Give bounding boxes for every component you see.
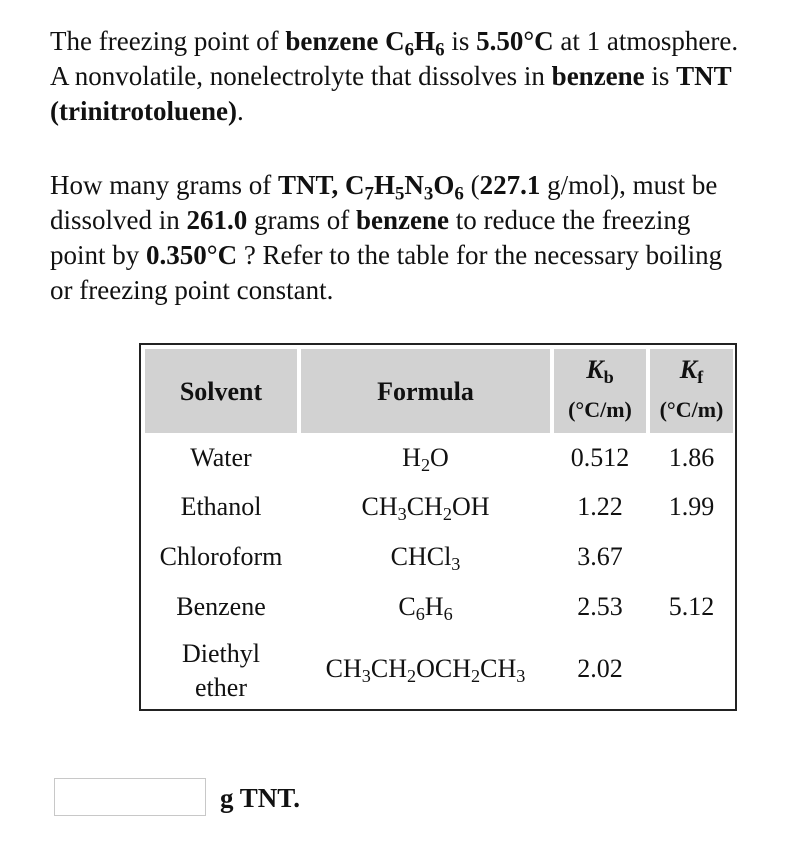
table-cell-kb: 2.53 xyxy=(577,592,623,621)
table-cell-formula: $CH_3CH_2OCH_2CH_3$ xyxy=(325,654,526,687)
constants-table xyxy=(139,343,737,711)
table-cell-kf: 5.12 xyxy=(668,592,715,621)
table-cell-solvent: Diethyl ether xyxy=(182,639,260,702)
text-run: . xyxy=(236,96,244,126)
answer-unit-label: g TNT. xyxy=(220,783,301,813)
header-kf-cell xyxy=(650,349,733,433)
text-run: ? Refer to the table for the necessary boiling or freezing point constant. xyxy=(50,240,723,305)
bold-run: 227.1 xyxy=(479,170,541,200)
table-cell-kf: 1.99 xyxy=(668,492,715,521)
text-run: grams of xyxy=(247,205,356,235)
bold-run: 0.350°C xyxy=(146,240,238,270)
table-cell-solvent: Benzene xyxy=(176,592,266,621)
header-kf: $K_f$ xyxy=(679,355,704,388)
header-kb-unit: (°C/m) xyxy=(568,397,632,422)
table-cell-kf: 1.86 xyxy=(668,443,715,472)
text-run: is xyxy=(644,61,677,91)
header-kb: $K_b$ xyxy=(586,355,614,388)
table-cell-solvent: Water xyxy=(190,443,252,472)
bold-run: 261.0 xyxy=(186,205,248,235)
header-formula: Formula xyxy=(377,377,474,406)
header-formula-cell xyxy=(301,349,550,433)
table-cell-solvent: Ethanol xyxy=(180,492,262,521)
header-kb-cell xyxy=(554,349,646,433)
header-kf-unit: (°C/m) xyxy=(659,397,724,422)
header-solvent-cell xyxy=(145,349,297,433)
bold-run: TNT (trinitrotoluene) xyxy=(50,61,732,126)
table-cell-solvent: Chloroform xyxy=(159,542,283,571)
bold-run: benzene xyxy=(356,205,449,235)
bold-run: benzene xyxy=(551,61,645,91)
bold-run: benzene $C_6H_6$ xyxy=(285,26,445,61)
table-cell-kb: 0.512 xyxy=(570,443,630,472)
table-cell-kb: 3.67 xyxy=(577,542,623,571)
question-intro-paragraph xyxy=(50,24,750,129)
text-run: g/mol), must be dissolved in xyxy=(50,170,718,235)
text-run: is xyxy=(444,26,477,56)
text-run: at 1 atmosphere. A nonvolatile, nonelectrolyte that dissolves in xyxy=(50,26,739,91)
table-cell-formula: CHCl$_3$ xyxy=(390,542,461,575)
table-cell-formula: $CH_3CH_2OH$ xyxy=(361,492,490,525)
header-solvent: Solvent xyxy=(179,377,263,406)
table-cell-kb: 2.02 xyxy=(577,654,623,683)
question-prompt-paragraph xyxy=(50,168,750,308)
answer-input[interactable] xyxy=(54,778,206,816)
table-cell-kb: 1.22 xyxy=(577,492,623,521)
bold-run: 5.50°C xyxy=(476,26,554,56)
text-run: to reduce the freezing point by xyxy=(50,205,691,270)
text-run: ( xyxy=(463,170,480,200)
table-cell-formula: $H_2O$ xyxy=(402,443,449,476)
table-cell-formula: $C_6H_6$ xyxy=(398,592,453,625)
bold-run: TNT, $C_7H_5N_3O_6$ xyxy=(277,170,464,205)
text-run: The freezing point of xyxy=(50,26,286,56)
text-run: How many grams of xyxy=(50,170,278,200)
